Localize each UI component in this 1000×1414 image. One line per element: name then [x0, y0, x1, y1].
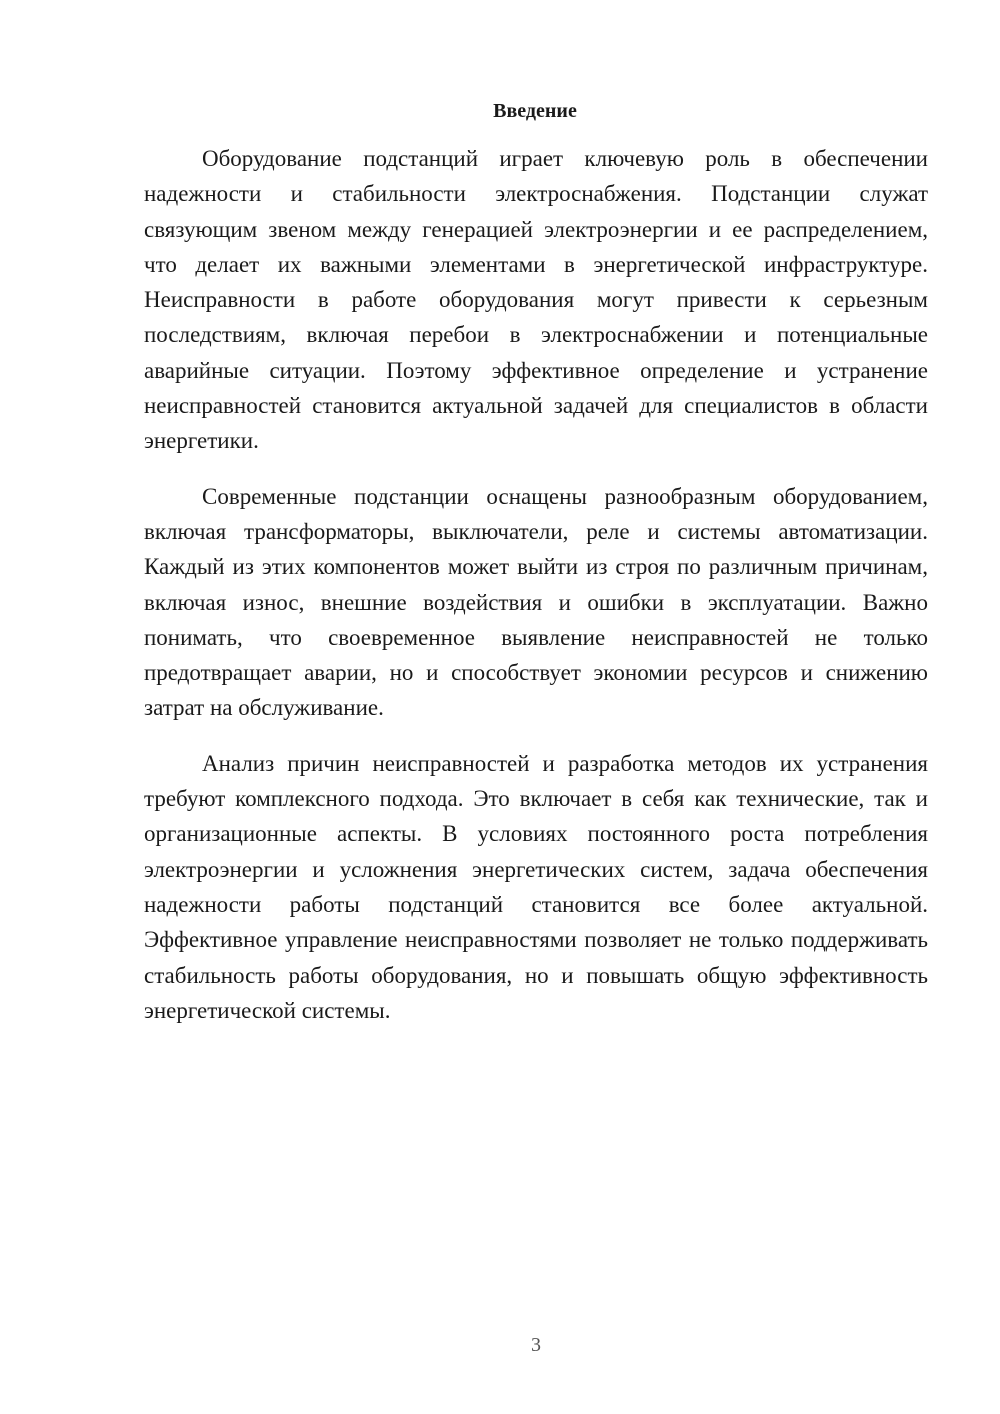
paragraph: Оборудование подстанций играет ключевую роль в обеспечении надежности и стабильности электроснабжения. Подстанции служат связующим звеном между генерацией электроэнергии и ее распределением, что делает их важными элементами в энергетической инфраструктуре. Неисправности в работе оборудования могут привести к серьезным последствиям, включая перебои в электроснабжении и потенциальные аварийные ситуации. Поэтому эффективное определение и устранение неисправностей становится актуальной задачей для специалистов в области энергетики.	[144, 146, 928, 454]
body-text	[144, 141, 928, 1048]
paragraph: Современные подстанции оснащены разнообразным оборудованием, включая трансформаторы, выключатели, реле и системы автоматизации. Каждый из этих компонентов может выйти из строя по различным причинам, включая износ, внешние воздействия и ошибки в эксплуатации. Важно понимать, что своевременное выявление неисправностей не только предотвращает аварии, но и способствует экономии ресурсов и снижению затрат на обслуживание.	[144, 483, 928, 721]
paragraph: Анализ причин неисправностей и разработка методов их устранения требуют комплексного подхода. Это включает в себя как технические, так и организационные аспекты. В условиях постоянного роста потребления электроэнергии и усложнения энергетических систем, задача обеспечения надежности работы подстанций становится все более актуальной. Эффективное управление неисправностями позволяет не только поддерживать стабильность работы оборудования, но и повышать общую эффективность энергетической системы.	[144, 750, 928, 1023]
page-number: 3	[531, 1334, 541, 1356]
section-heading: Введение	[493, 100, 577, 122]
